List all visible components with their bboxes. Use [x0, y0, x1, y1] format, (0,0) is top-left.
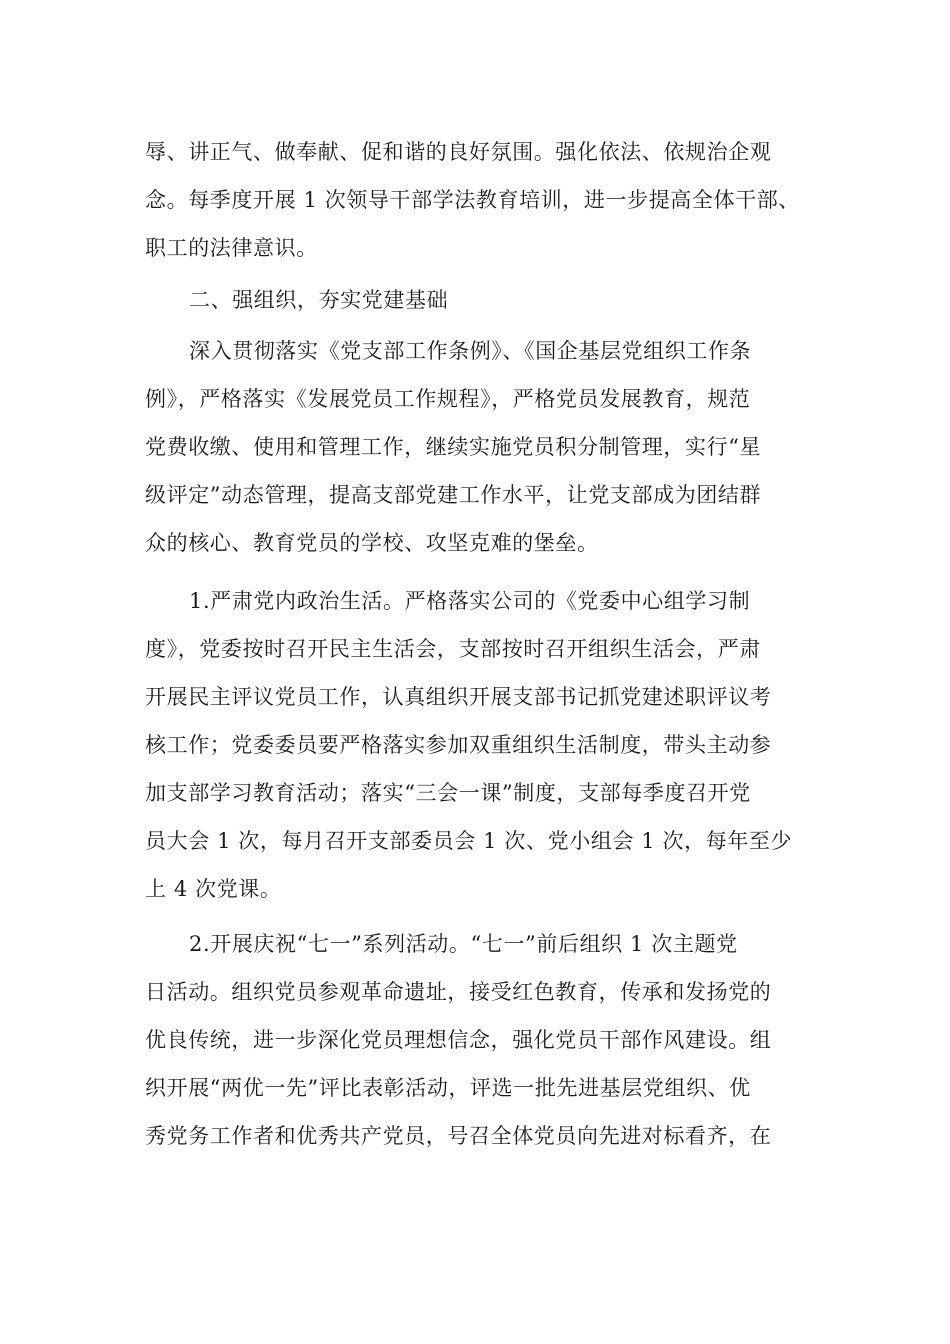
paragraph-legal-awareness [145, 128, 805, 272]
text-line: 辱、讲正气、做奉献、促和谐的良好氛围。强化依法、依规治企观 [145, 140, 772, 164]
text-line: 职工的法律意识。 [145, 236, 318, 260]
text-line: 党费收缴、使用和管理工作，继续实施党员积分制管理，实行“星 [145, 435, 762, 459]
text-line: 核工作；党委委员要严格落实参加双重组织生活制度，带头主动参 [145, 733, 772, 757]
text-line: 深入贯彻落实《党支部工作条例》、《国企基层党组织工作条 [189, 339, 752, 363]
text-line: 度》，党委按时召开民主生活会，支部按时召开组织生活会，严肃 [145, 637, 761, 661]
text-line: 员大会 1 次，每月召开支部委员会 1 次、党小组会 1 次，每年至少 [145, 829, 793, 853]
text-line: 开展民主评议党员工作，认真组织开展支部书记抓党建述职评议考 [145, 685, 772, 709]
text-line: 例》，严格落实《发展党员工作规程》，严格党员发展教育，规范 [145, 387, 751, 411]
paragraph-item-1 [145, 577, 805, 913]
text-line: 日活动。组织党员参观革命遗址，接受红色教育，传承和发扬党的 [145, 980, 772, 1004]
text-line: 加支部学习教育活动；落实“三会一课”制度，支部每季度召开党 [145, 781, 751, 805]
text-line: 织开展“两优一先”评比表彰活动，评选一批先进基层党组织、优 [145, 1076, 751, 1100]
paragraph-organization [145, 327, 805, 567]
text-line: 优良传统，进一步深化党员理想信念，强化党员干部作风建设。组 [145, 1028, 772, 1052]
text-line: 2.开展庆祝“七一”系列活动。“七一”前后组织 1 次主题党 [189, 932, 738, 956]
paragraph-item-2 [145, 920, 805, 1160]
text-line: 级评定”动态管理，提高支部党建工作水平，让党支部成为团结群 [145, 483, 762, 507]
text-line: 上 4 次党课。 [145, 877, 282, 901]
text-line: 1.严肃党内政治生活。严格落实公司的《党委中心组学习制 [189, 589, 751, 613]
section-heading [145, 276, 805, 324]
text-line: 众的核心、教育党员的学校、攻坚克难的堡垒。 [145, 531, 599, 555]
text-line: 念。每季度开展 1 次领导干部学法教育培训，进一步提高全体干部、 [145, 188, 800, 212]
section-title: 二、强组织，夯实党建基础 [189, 288, 449, 312]
text-line: 秀党务工作者和优秀共产党员，号召全体党员向先进对标看齐，在 [145, 1124, 772, 1148]
